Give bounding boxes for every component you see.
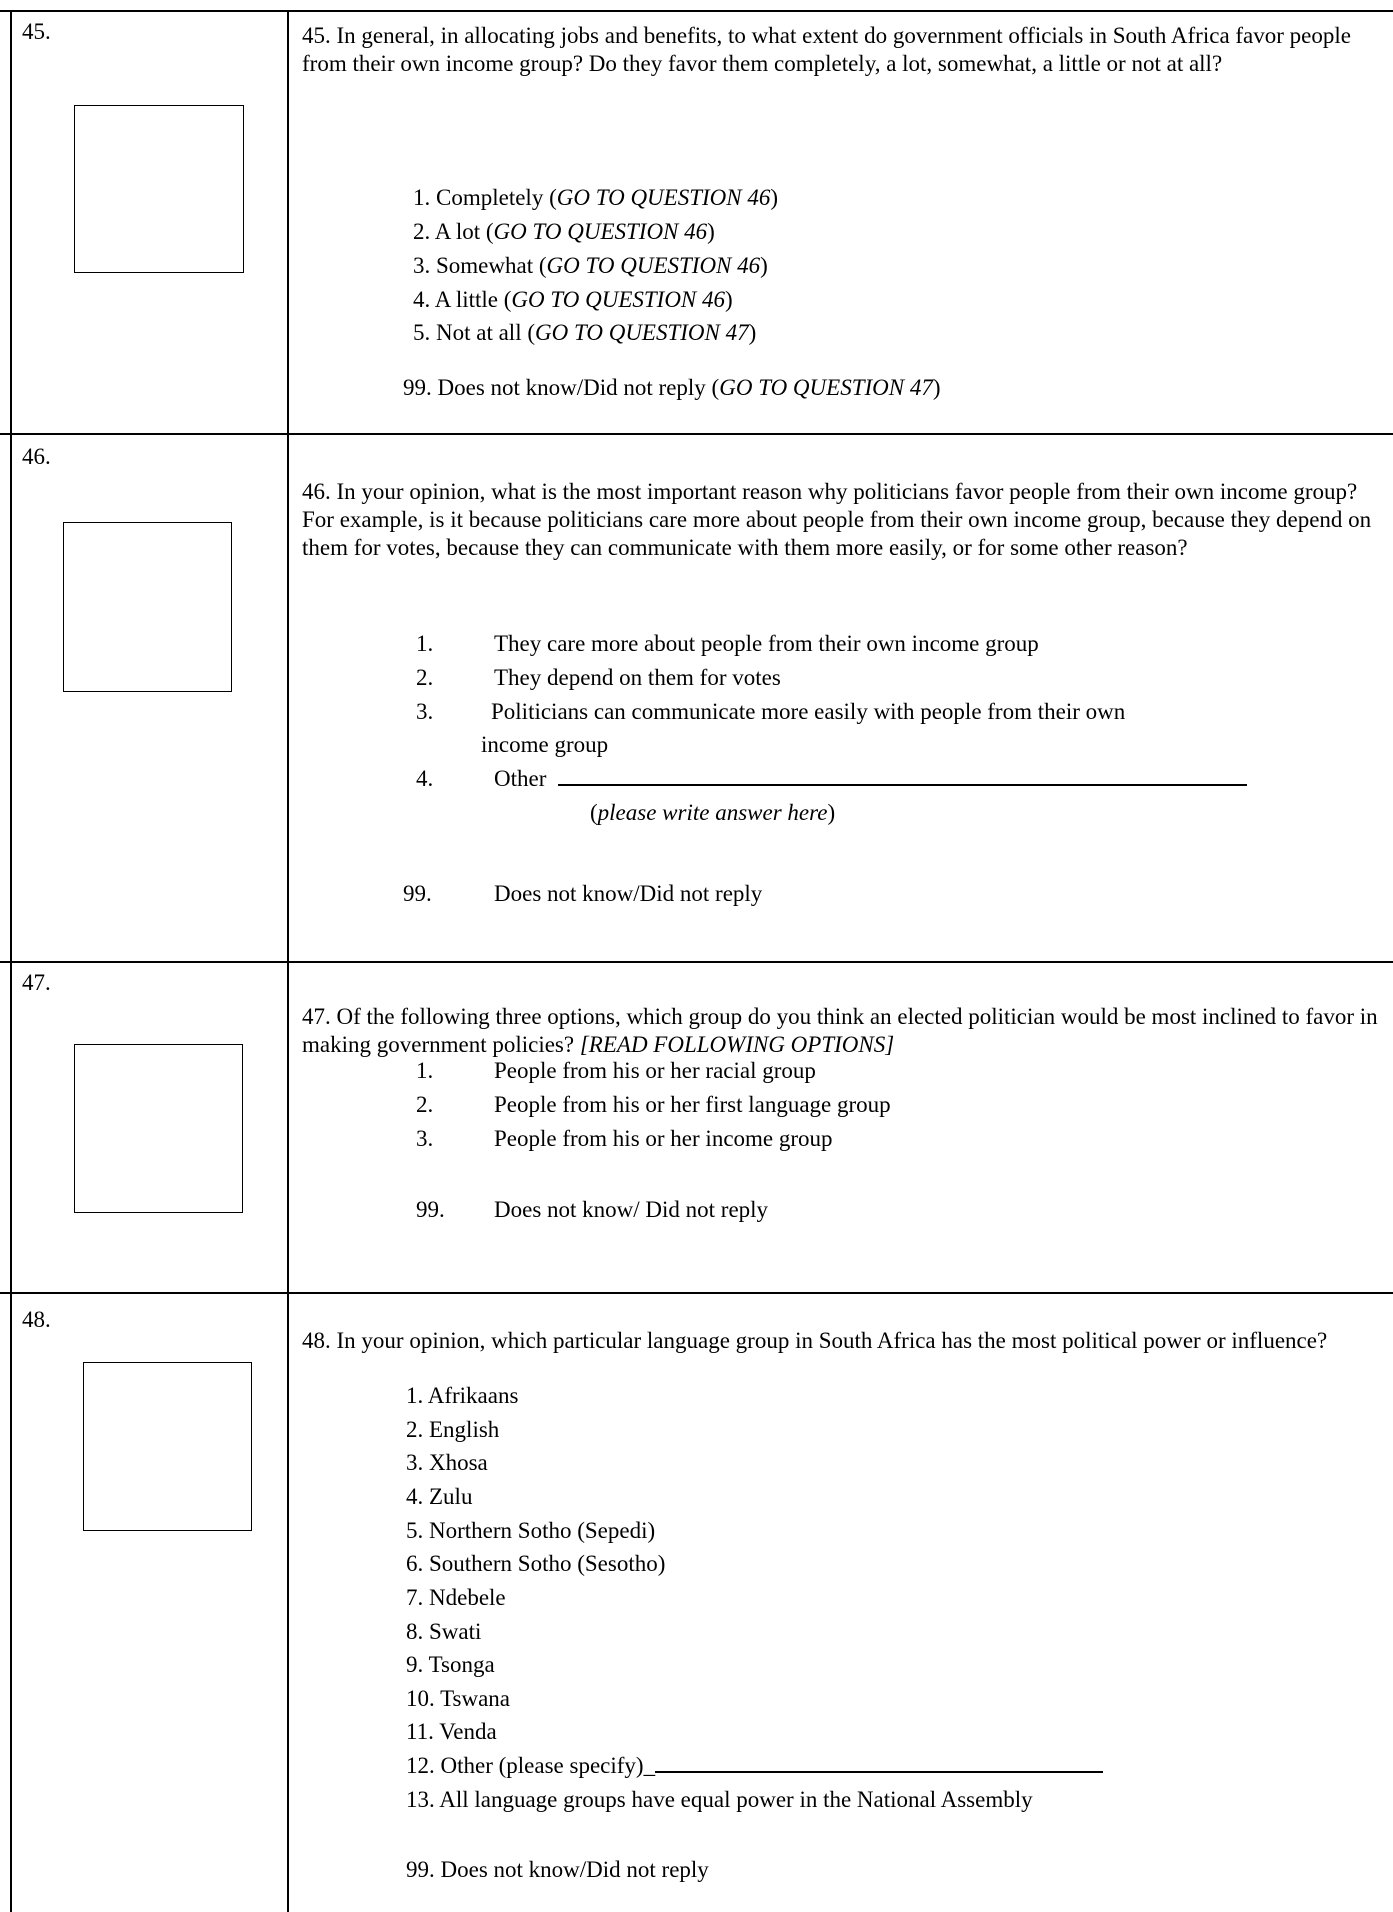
option-number: 3. [416, 1126, 434, 1151]
answer-option[interactable]: They depend on them for votes [494, 665, 781, 690]
answer-option[interactable]: They care more about people from their own income group [494, 631, 1039, 656]
answer-option[interactable]: 3. Xhosa [406, 1450, 488, 1475]
row-divider [0, 433, 1393, 435]
answer-option[interactable]: 99. Does not know/Did not reply (GO TO QUESTION 47) [403, 375, 941, 400]
option-number: 2. [416, 1092, 434, 1117]
answer-option[interactable]: 6. Southern Sotho (Sesotho) [406, 1551, 666, 1576]
answer-option[interactable]: 7. Ndebele [406, 1585, 506, 1610]
answer-option[interactable]: 9. Tsonga [406, 1652, 495, 1677]
answer-option[interactable]: Other [494, 765, 1247, 793]
table-border-left [10, 10, 12, 1912]
question-text: 46. In your opinion, what is the most important reason why politicians favor people from their own income group? For example, is it because politicians care more about people from their own income group, because they depend on them for votes, because they can communicate with them more easily, or for some other reason? [302, 479, 1372, 560]
answer-option[interactable]: Does not know/ Did not reply [494, 1197, 769, 1222]
option-number: 1. [416, 1058, 434, 1083]
question-number: 46. [22, 444, 51, 469]
row-divider [0, 1292, 1393, 1294]
answer-option[interactable]: 1. Afrikaans [406, 1383, 519, 1408]
option-number: 2. [416, 665, 434, 690]
question-text: 45. In general, in allocating jobs and benefits, to what extent do government officials in South Africa favor people from their own income group? Do they favor them completely, a lot, somewhat, a little or not at all? [302, 23, 1351, 76]
write-answer-hint: (please write answer here) [590, 800, 836, 825]
answer-option[interactable]: People from his or her first language group [494, 1092, 891, 1117]
answer-code-box[interactable] [74, 1044, 243, 1213]
answer-option[interactable]: 1. Completely (GO TO QUESTION 46) [413, 185, 779, 210]
question-number: 45. [22, 19, 51, 44]
interviewer-instruction: [READ FOLLOWING OPTIONS] [579, 1032, 895, 1057]
question-number: 48. [22, 1307, 51, 1332]
answer-option[interactable]: People from his or her racial group [494, 1058, 816, 1083]
answer-option[interactable]: 5. Not at all (GO TO QUESTION 47) [413, 320, 757, 345]
answer-option[interactable]: 5. Northern Sotho (Sepedi) [406, 1518, 656, 1543]
answer-option[interactable]: 11. Venda [406, 1719, 497, 1744]
answer-option[interactable]: 2. A lot (GO TO QUESTION 46) [413, 219, 715, 244]
option-number: 1. [416, 631, 434, 656]
option-number: 99. [416, 1197, 445, 1222]
answer-option[interactable]: 3. Somewhat (GO TO QUESTION 46) [413, 253, 768, 278]
column-divider [287, 10, 289, 1912]
option-number: 4. [416, 766, 434, 791]
answer-option[interactable]: 12. Other (please specify)_ [406, 1752, 1103, 1780]
answer-option[interactable]: 13. All language groups have equal power in the National Assembly [406, 1787, 1033, 1812]
other-specify-line[interactable] [655, 1753, 1103, 1773]
answer-option[interactable]: Does not know/Did not reply [494, 881, 763, 906]
answer-option[interactable]: 10. Tswana [406, 1686, 511, 1711]
answer-code-box[interactable] [74, 105, 244, 273]
question-text: 48. In your opinion, which particular language group in South Africa has the most political power or influence? [302, 1328, 1328, 1353]
answer-option[interactable]: 4. Zulu [406, 1484, 473, 1509]
table-border-top [0, 10, 1393, 12]
option-number: 99. [403, 881, 432, 906]
answer-code-box[interactable] [83, 1362, 252, 1531]
answer-option[interactable]: 2. English [406, 1417, 500, 1442]
row-divider [0, 961, 1393, 963]
question-number: 47. [22, 970, 51, 995]
question-text: 47. Of the following three options, which group do you think an elected politician would be most inclined to favor in making government policies? [READ FOLLOWING OPTIONS] [302, 1004, 1378, 1057]
answer-option[interactable]: 99. Does not know/Did not reply [406, 1857, 709, 1882]
answer-option[interactable]: Politicians can communicate more easily with people from their own [491, 699, 1126, 724]
answer-option-continued: income group [481, 732, 609, 757]
option-number: 3. [416, 699, 434, 724]
answer-option[interactable]: 4. A little (GO TO QUESTION 46) [413, 287, 733, 312]
answer-option[interactable]: 8. Swati [406, 1619, 482, 1644]
answer-code-box[interactable] [63, 522, 232, 692]
answer-option[interactable]: People from his or her income group [494, 1126, 833, 1151]
other-answer-line[interactable] [558, 766, 1247, 786]
